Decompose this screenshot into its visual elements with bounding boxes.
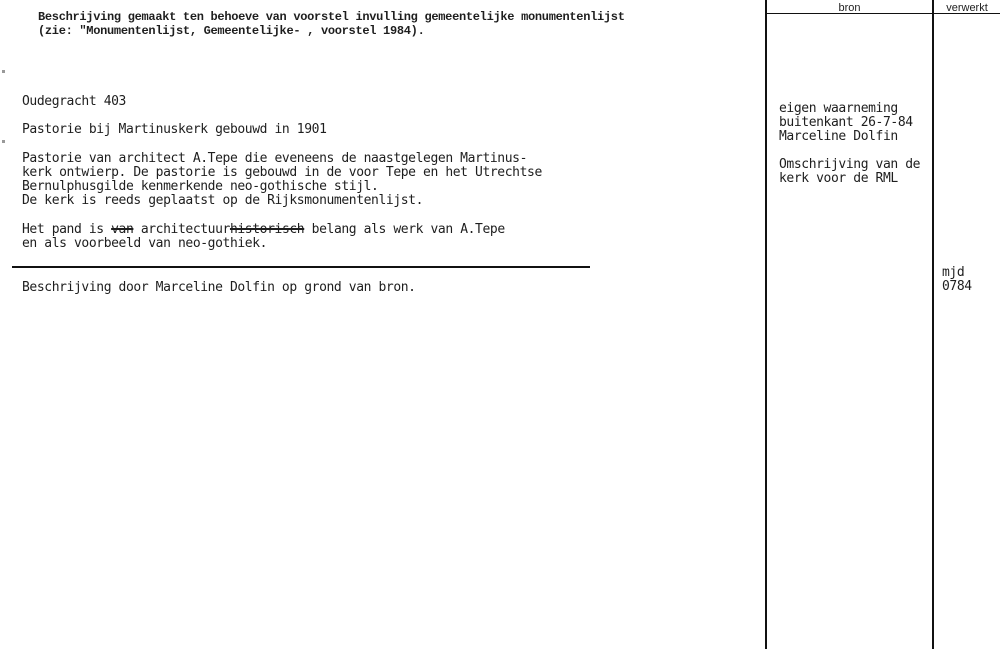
bron-entry-line: Omschrijving van de [779, 158, 921, 172]
verwerkt-initials: mjd [942, 265, 965, 280]
header-note-line-2: (zie: "Monumentenlijst, Gemeentelijke- , voorstel 1984). [38, 24, 425, 38]
description-line: De kerk is reeds geplaatst op de Rijksmonumentenlijst. [22, 193, 424, 208]
verwerkt-column-left-rule [932, 0, 934, 649]
description [22, 152, 542, 208]
bron-entry-line: eigen waarneming [779, 102, 898, 116]
description-line: Bernulphusgilde kenmerkende neo-gothische stijl. [22, 179, 379, 194]
struck-word: van [111, 222, 134, 237]
punch-mark [2, 140, 5, 143]
significance-prefix: Het pand is [22, 222, 112, 237]
bron-entry [779, 102, 932, 144]
description-line: kerk ontwierp. De pastorie is gebouwd in de voor Tepe en het Utrechtse [22, 165, 542, 180]
significance-statement [22, 223, 505, 251]
bron-entry-line: kerk voor de RML [779, 171, 898, 186]
building-title: Pastorie bij Martinuskerk gebouwd in 1901 [22, 122, 327, 137]
bron-entry-line: buitenkant 26-7-84 [779, 115, 913, 130]
bron-entry [779, 158, 932, 186]
struck-word: historisch [229, 222, 305, 237]
header-note [38, 10, 625, 38]
verwerkt-date: 0784 [942, 279, 972, 294]
significance-suffix: belang als werk van A.Tepe [304, 222, 505, 237]
bron-entry-line: Marceline Dolfin [779, 129, 898, 144]
bron-column-left-rule [765, 0, 767, 649]
section-divider [12, 266, 590, 268]
author-note: Beschrijving door Marceline Dolfin op grond van bron. [22, 280, 416, 295]
header-note-line-1: Beschrijving gemaakt ten behoeve van voorstel invulling gemeentelijke monumentenlijst [38, 10, 625, 24]
significance-line-2: en als voorbeeld van neo-gothiek. [22, 236, 268, 251]
punch-mark [2, 70, 5, 73]
bron-column-header: bron [838, 2, 861, 14]
description-line: Pastorie van architect A.Tepe die eveneens de naastgelegen Martinus- [22, 151, 528, 166]
address: Oudegracht 403 [22, 94, 126, 109]
verwerkt-entry [942, 266, 972, 294]
verwerkt-column-header: verwerkt [946, 2, 988, 14]
significance-middle: architectuur [133, 222, 230, 237]
